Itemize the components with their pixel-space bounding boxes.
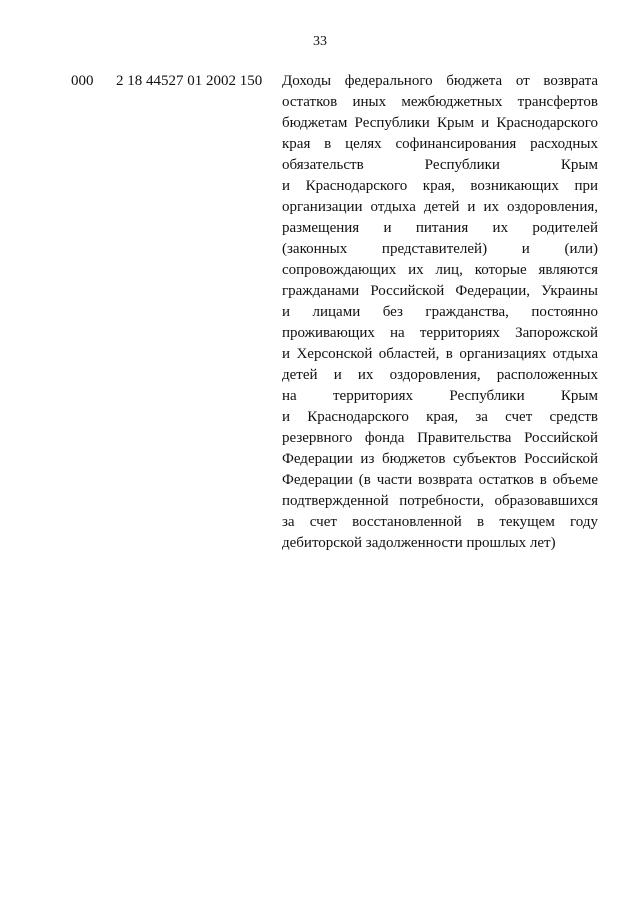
description-line: детей и их оздоровления, расположенных bbox=[282, 367, 598, 383]
description-line: обязательств Республики Крым bbox=[282, 157, 598, 173]
description-line: организации отдыха детей и их оздоровления, bbox=[282, 199, 598, 215]
description-line: Доходы федерального бюджета от возврата bbox=[282, 73, 598, 89]
admin-code: 000 bbox=[71, 73, 94, 89]
description-line: дебиторской задолженности прошлых лет) bbox=[282, 535, 556, 551]
description-line: Федерации (в части возврата остатков в объеме bbox=[282, 472, 598, 488]
budget-classification-code: 2 18 44527 01 2002 150 bbox=[116, 73, 263, 89]
description-line: края в целях софинансирования расходных bbox=[282, 136, 598, 152]
description-line: сопровождающих их лиц, которые являются bbox=[282, 262, 598, 278]
description-line: за счет восстановленной в текущем году bbox=[282, 514, 598, 530]
description-line: бюджетам Республики Крым и Краснодарского bbox=[282, 115, 598, 131]
description-line: на территориях Республики Крым bbox=[282, 388, 598, 404]
revenue-description bbox=[282, 71, 598, 554]
description-line: проживающих на территориях Запорожской bbox=[282, 325, 598, 341]
description-line: и Краснодарского края, за счет средств bbox=[282, 409, 598, 425]
description-line: (законных представителей) и (или) bbox=[282, 241, 598, 257]
description-line: подтвержденной потребности, образовавшихся bbox=[282, 493, 598, 509]
description-line: размещения и питания их родителей bbox=[282, 220, 598, 236]
budget-code-row bbox=[0, 71, 640, 571]
description-line: и Херсонской областей, в организациях отдыха bbox=[282, 346, 598, 362]
description-line: и Краснодарского края, возникающих при bbox=[282, 178, 598, 194]
description-line: резервного фонда Правительства Российской bbox=[282, 430, 598, 446]
description-line: Федерации из бюджетов субъектов Российской bbox=[282, 451, 598, 467]
description-line: гражданами Российской Федерации, Украины bbox=[282, 283, 598, 299]
description-line: и лицами без гражданства, постоянно bbox=[282, 304, 598, 320]
page-number: 33 bbox=[313, 34, 327, 49]
description-line: остатков иных межбюджетных трансфертов bbox=[282, 94, 598, 110]
